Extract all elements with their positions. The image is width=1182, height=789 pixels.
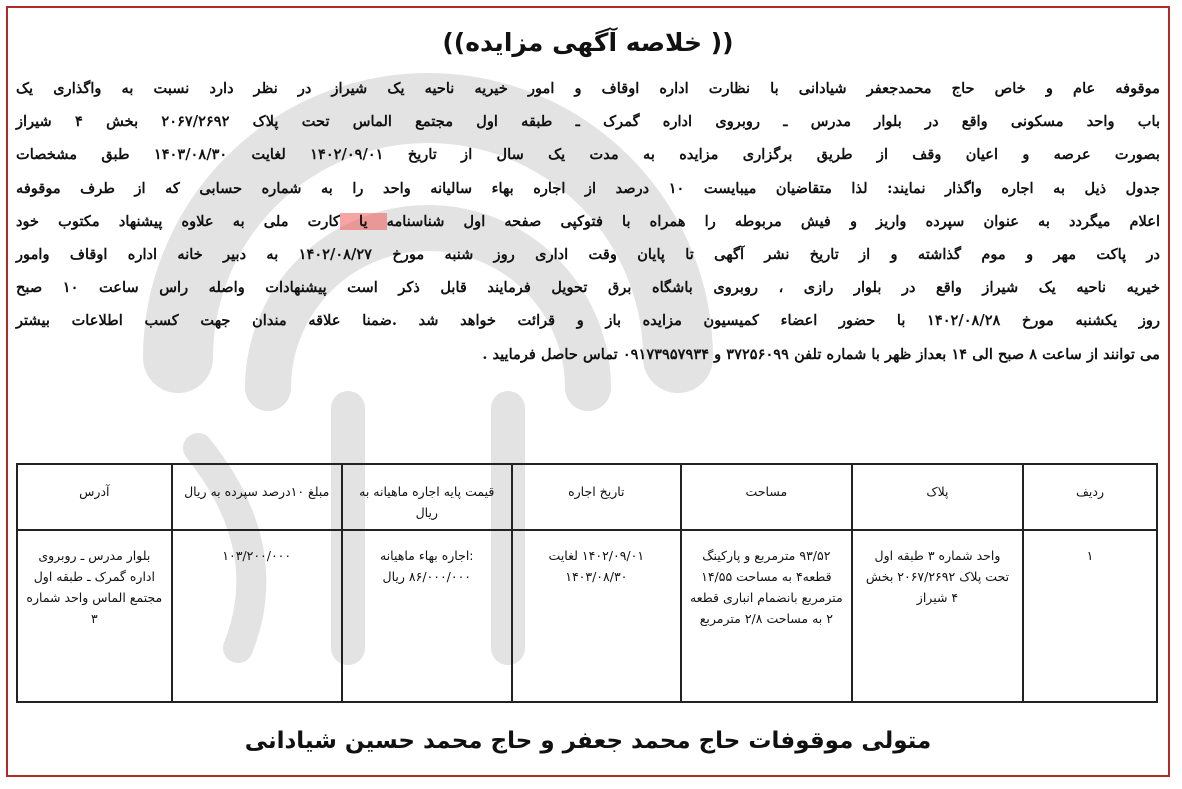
- highlighted-word: یا: [339, 212, 387, 230]
- notice-frame: [6, 6, 1170, 777]
- cell-mablagh: ۱۰۳/۲۰۰/۰۰۰: [172, 530, 342, 702]
- paragraph-line-part: اعلام میگردد به عنوان سپرده واریز و فیش مربوطه را همراه با فتوکپی صفحه اول شناسنامه: [386, 212, 1161, 230]
- auction-table: [16, 463, 1158, 703]
- header-mablagh: مبلغ ۱۰درصد سپرده به ریال: [172, 464, 342, 530]
- notice-paragraph: [16, 72, 1160, 371]
- header-adres: آدرس: [17, 464, 172, 530]
- cell-tarikh: ۱۴۰۲/۰۹/۰۱ لغایت ۱۴۰۳/۰۸/۳۰: [512, 530, 681, 702]
- header-radif: ردیف: [1023, 464, 1157, 530]
- table-row: [17, 530, 1157, 702]
- paragraph-line: موقوفه عام و خاص حاج محمدجعفر شیادانی با نظارت اداره اوقاف و امور خیریه ناحیه یک شیراز در نظر دارد نسبت به واگذاری یک: [16, 80, 1160, 97]
- table-header-row: [17, 464, 1157, 530]
- paragraph-line-part: کارت ملی به علاوه پیشنهاد مکتوب خود: [16, 212, 340, 230]
- cell-masahat: ۹۳/۵۲ مترمربع و پارکینگ قطعه۴ به مساحت ۱۴/۵۵ مترمربع بانضمام انباری قطعه ۲ به مساحت ۲/۸ مترمربع: [681, 530, 852, 702]
- paragraph-line: بصورت عرصه و اعیان وقف از طریق برگزاری مزایده به مدت یک سال از تاریخ ۱۴۰۲/۰۹/۰۱ لغایت ۱۴۰۳/۰۸/۳۰ طبق مشخصات: [16, 146, 1160, 164]
- paragraph-line: در پاکت مهر و موم گذاشته و از تاریخ نشر آگهی تا پایان وقت اداری روز شنبه مورخ ۱۴۰۲/۰۸/۲۷ به دبیر خانه اداره اوقاف وامور: [16, 246, 1161, 264]
- paragraph-line: [16, 205, 1160, 238]
- paragraph-line: می توانند از ساعت ۸ صبح الی ۱۴ بعداز ظهر با شماره تلفن ۳۷۲۵۶۰۹۹ و ۰۹۱۷۳۹۵۷۹۳۴ تماس حاصل فرمایید .: [482, 345, 1160, 363]
- header-masahat: مساحت: [681, 464, 852, 530]
- header-gheymat: قیمت پایه اجاره ماهیانه به ریال: [342, 464, 512, 530]
- footer-signature: متولی موقوفات حاج محمد جعفر و حاج محمد حسین شیادانی: [244, 728, 932, 754]
- cell-adres: بلوار مدرس ـ روبروی اداره گمرک ـ طبقه اول مجتمع الماس واحد شماره ۳: [17, 530, 172, 702]
- header-pelak: پلاک: [852, 464, 1023, 530]
- paragraph-line: روز یکشنبه مورخ ۱۴۰۲/۰۸/۲۸ با حضور اعضاء کمیسیون مزایده باز و قرائت خواهد شد .ضمنا علاقه مندان جهت کسب اطلاعات بیشتر: [16, 312, 1160, 330]
- cell-pelak: واحد شماره ۳ طبقه اول تحت پلاک ۲۰۶۷/۲۶۹۲ بخش ۴ شیراز: [852, 530, 1023, 702]
- paragraph-line: باب واحد مسکونی واقع در بلوار مدرس ـ روبروی اداره گمرک ـ طبقه اول مجتمع الماس تحت پلاک ۲۰۶۷/۲۶۹۲ بخش ۴ شیراز: [16, 113, 1161, 131]
- cell-gheymat: :اجاره بهاء ماهیانه ۸۶/۰۰۰/۰۰۰ ریال: [342, 530, 512, 702]
- header-tarikh: تاریخ اجاره: [512, 464, 681, 530]
- paragraph-line: جدول ذیل به اجاره واگذار نمایند: لذا متقاضیان میبایست ۱۰ درصد از اجاره بهاء سالیانه واحد را به شماره حسابی که از طرف موقوفه: [16, 179, 1160, 197]
- notice-title: (( خلاصه آگهی مزایده)): [442, 28, 734, 57]
- paragraph-line: خیریه ناحیه یک شیراز واقع در بلوار رازی ، روبروی باشگاه برق تحویل فرمایند قابل ذکر است پیشنهادات واصله راس ساعت ۱۰ صبح: [16, 279, 1161, 297]
- cell-radif: ۱: [1023, 530, 1157, 702]
